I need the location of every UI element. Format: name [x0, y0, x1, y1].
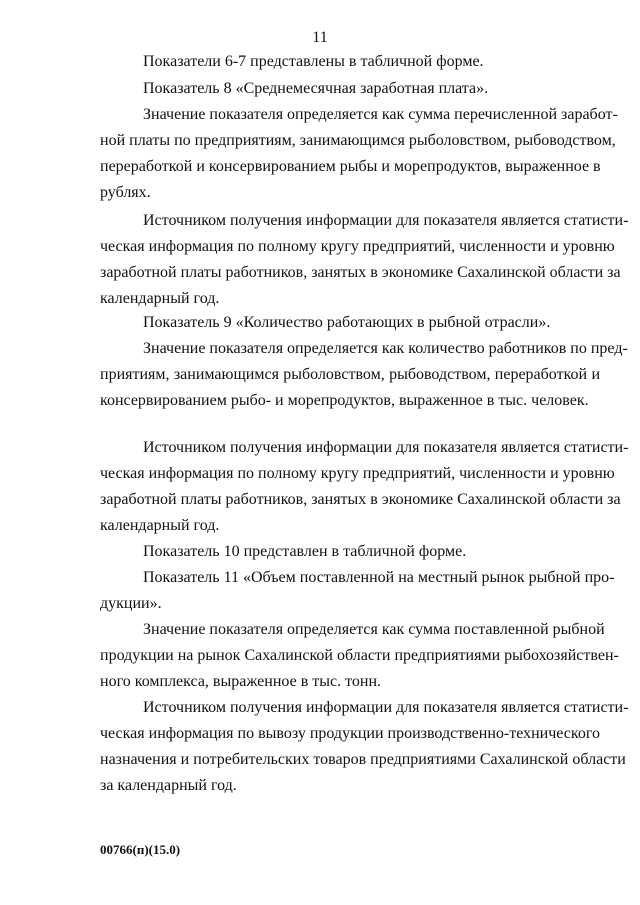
- text-line: Показатель 10 представлен в табличной форме.: [143, 543, 467, 560]
- text-line: Значение показателя определяется как сумма перечисленной заработ-: [143, 106, 618, 123]
- text-line: переработкой и консервированием рыбы и морепродуктов, выраженное в: [100, 158, 601, 175]
- text-line: ческая информация по полному кругу предприятий, численности и уровню: [100, 465, 615, 482]
- text-line: календарный год.: [100, 290, 220, 307]
- text-line: назначения и потребительских товаров предприятиями Сахалинской области: [100, 751, 626, 768]
- text-line: приятиям, занимающимся рыболовством, рыбоводством, переработкой и: [100, 366, 600, 383]
- text-line: Источником получения информации для показателя является статисти-: [143, 439, 629, 456]
- text-line: ческая информация по полному кругу предприятий, численности и уровню: [100, 238, 615, 255]
- text-line: Значение показателя определяется как количество работников по пред-: [143, 340, 628, 357]
- text-line: консервированием рыбо- и морепродуктов, выраженное в тыс. человек.: [100, 392, 589, 409]
- text-line: Источником получения информации для показателя является статисти-: [143, 212, 629, 229]
- text-line: Источником получения информации для показателя является статисти-: [143, 699, 629, 716]
- text-line: заработной платы работников, занятых в экономике Сахалинской области за: [100, 491, 621, 508]
- text-line: ной платы по предприятиям, занимающимся рыболовством, рыбоводством,: [100, 132, 616, 149]
- document-code: 00766(п)(15.0): [100, 842, 181, 857]
- text-line: рублях.: [100, 184, 151, 201]
- text-line: дукции».: [100, 595, 162, 612]
- text-line: Показатель 8 «Среднемесячная заработная плата».: [143, 80, 489, 97]
- text-line: Показатель 9 «Количество работающих в рыбной отрасли».: [143, 314, 551, 331]
- text-line: продукции на рынок Сахалинской области предприятиями рыбохозяйствен-: [100, 647, 619, 664]
- text-line: ческая информация по вывозу продукции производственно-технического: [100, 725, 600, 742]
- text-line: Значение показателя определяется как сумма поставленной рыбной: [143, 621, 605, 638]
- text-line: Показатели 6-7 представлены в табличной форме.: [143, 53, 484, 70]
- text-line: заработной платы работников, занятых в экономике Сахалинской области за: [100, 264, 621, 281]
- text-line: календарный год.: [100, 517, 220, 534]
- page-number: 11: [312, 29, 328, 46]
- text-line: Показатель 11 «Объем поставленной на местный рынок рыбной про-: [143, 569, 615, 586]
- text-line: ного комплекса, выраженное в тыс. тонн.: [100, 673, 382, 690]
- text-line: за календарный год.: [100, 777, 237, 794]
